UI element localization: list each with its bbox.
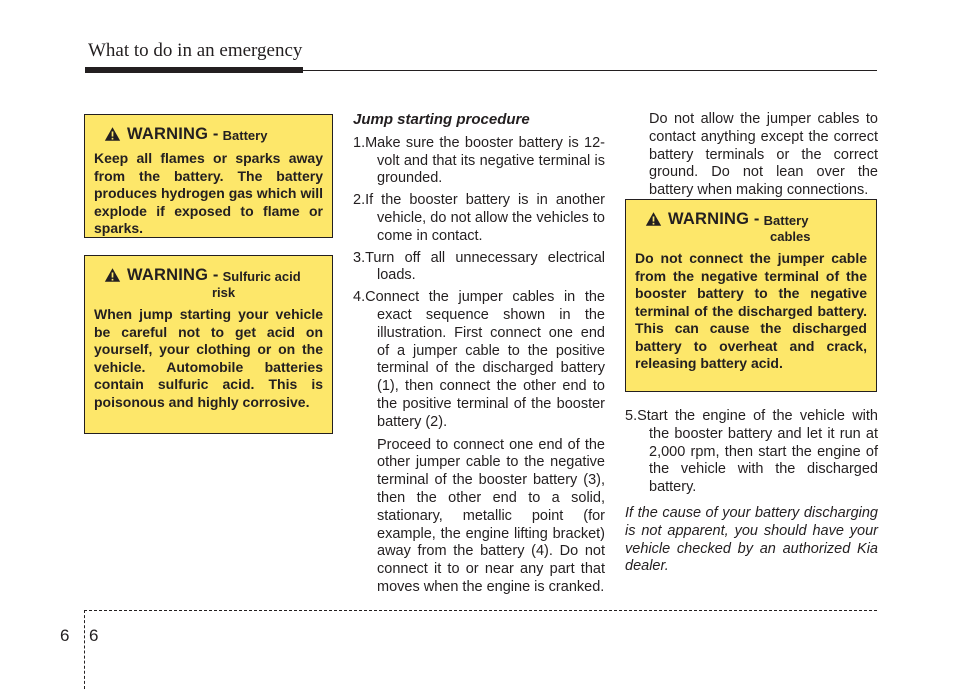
- warning-cables-box: [625, 199, 877, 392]
- warning-acid-box: [84, 255, 333, 434]
- warning-triangle-icon: [104, 267, 121, 283]
- procedure-step-3: 3.Turn off all unnecessary electrical loads.: [353, 249, 605, 284]
- header-rule-thick: [85, 67, 303, 73]
- warning-subject-line2: risk: [212, 285, 236, 300]
- warning-battery-box: [84, 114, 333, 238]
- warning-cables-heading: [645, 210, 867, 229]
- procedure-column-right: [625, 111, 878, 200]
- procedure-step-1: 1.Make sure the booster battery is 12-volt and that its negative terminal is grounded.: [353, 134, 605, 187]
- procedure-step-4: 4.Connect the jumper cables in the exact sequence shown in the illustration. First connect one end of a jumper cable to the positive terminal of the discharged battery (1), then connect the other end to the positive terminal of the booster battery (2).: [353, 289, 605, 430]
- warning-subject: Sulfuric acid: [222, 269, 301, 284]
- warning-triangle-icon: [104, 126, 121, 142]
- warning-word: WARNING -: [127, 125, 219, 143]
- warning-subject: Battery: [222, 128, 268, 143]
- warning-subject-line2: cables: [770, 229, 811, 244]
- header-rule-thin: [303, 70, 877, 71]
- warning-acid-heading: [104, 266, 323, 285]
- warning-word: WARNING -: [668, 210, 760, 228]
- warning-battery-heading: [104, 125, 323, 144]
- page-number: 6: [89, 626, 99, 645]
- procedure-step-4-continued: Proceed to connect one end of the other jumper cable to the negative terminal of the booster battery (3), then the other end to a solid, stationary, metallic point (for example, the engine lifting bracket) away from the battery (4). Do not connect it to or near any part that moves when the engine is cranked.: [377, 436, 605, 595]
- warning-triangle-icon: [645, 211, 662, 227]
- procedure-step-5: 5.Start the engine of the vehicle with the booster battery and let it run at 2,000 rpm, then start the engine of the vehicle with the discharged battery.: [625, 408, 878, 496]
- warning-subject: Battery: [763, 213, 809, 228]
- procedure-title: Jump starting procedure: [353, 111, 530, 128]
- warning-battery-text: Keep all flames or sparks away from the battery. The battery produces hydrogen gas which will explode if exposed to flame or sparks.: [94, 150, 323, 236]
- chapter-number: 6: [60, 626, 70, 645]
- warning-acid-text: When jump starting your vehicle be careful not to get acid on yourself, your clothing or on the vehicle. Automobile batteries contain sulfuric acid. This is poisonous and highly corrosive.: [94, 306, 323, 410]
- warning-cables-text: Do not connect the jumper cable from the negative terminal of the booster battery to the negative terminal of the discharged battery. This can cause the discharged battery to overheat and crack, releasing battery acid.: [635, 250, 867, 371]
- procedure-step-2: 2.If the booster battery is in another vehicle, do not allow the vehicles to come in contact.: [353, 192, 605, 244]
- footer-rule: [84, 610, 877, 611]
- warning-word: WARNING -: [127, 266, 219, 284]
- procedure-note: If the cause of your battery discharging is not apparent, you should have your vehicle checked by an authorized Kia dealer.: [625, 504, 878, 575]
- procedure-column: [353, 111, 605, 597]
- footer-divider: [84, 610, 85, 689]
- procedure-column-right-lower: [625, 408, 878, 576]
- procedure-step-4-continued-2: Do not allow the jumper cables to contact anything except the correct battery terminals or the correct ground. Do not lean over the battery when making connections.: [649, 111, 878, 199]
- page-header-title: What to do in an emergency: [88, 40, 303, 61]
